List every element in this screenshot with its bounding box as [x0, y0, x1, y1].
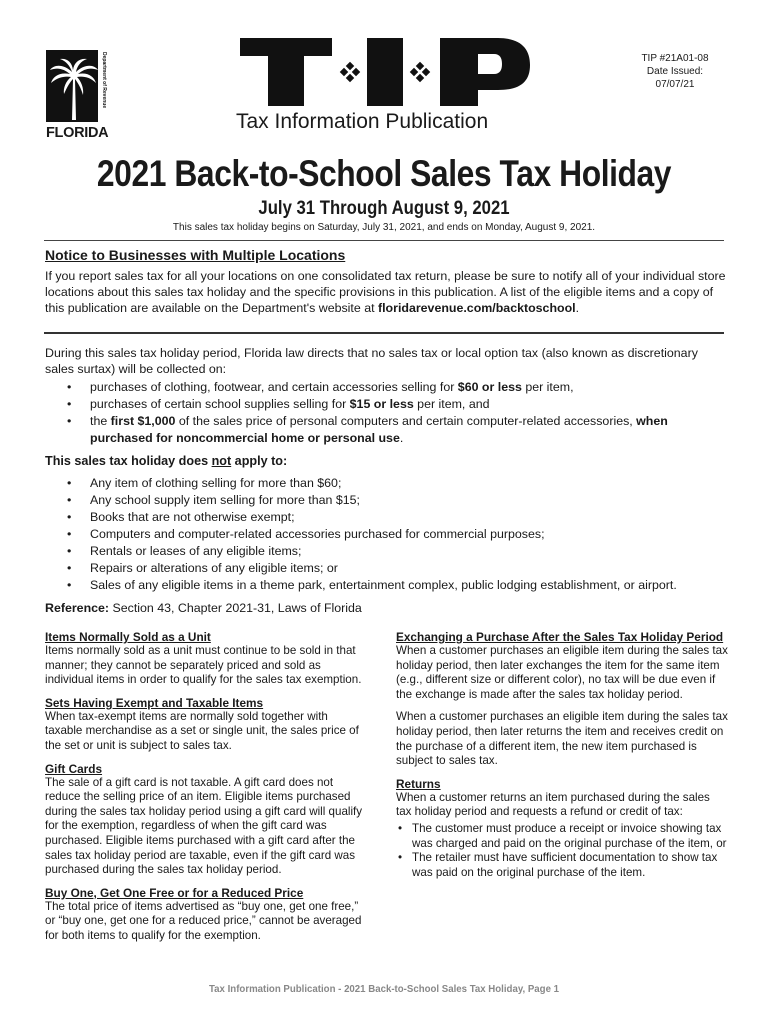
section-paragraph: The total price of items advertised as “buy one, get one free,” or “buy one, get one for a reduced price,” cannot be averaged for both items to qualify for the exemption.	[45, 899, 362, 942]
tip-meta-block	[615, 52, 735, 91]
list-item: • Any item of clothing selling for more than $60;	[45, 475, 729, 492]
notice-paragraph	[45, 268, 727, 316]
reference-text: Section 43, Chapter 2021-31, Laws of Florida	[109, 601, 362, 615]
list-item: • the first $1,000 of the sales price of personal computers and certain computer-related accessories, when purchased for noncommercial home or personal use.	[45, 413, 729, 447]
notice-website-link[interactable]: floridarevenue.com/backtoschool	[377, 301, 576, 315]
section-paragraph: When tax-exempt items are normally sold together with taxable merchandise as a set or single unit, the sales price of the set or unit is subject to sales tax.	[45, 709, 359, 752]
right-column	[396, 630, 728, 880]
section-heading: Returns	[396, 776, 441, 791]
holiday-begins-text: This sales tax holiday begins on Saturday, July 31, 2021, and ends on Monday, August 9, 2021.	[172, 222, 596, 233]
section-paragraph: When a customer purchases an eligible item during the sales tax holiday period, then later returns the item and receives credit on the purchase of a different item, the new item purchased is subject to sales tax.	[396, 710, 728, 768]
date-issued-value: 07/07/21	[655, 79, 695, 90]
list-item: • purchases of clothing, footwear, and certain accessories selling for $60 or less per item,	[45, 379, 729, 396]
section-heading: Exchanging a Purchase After the Sales Tax Holiday Period	[396, 630, 724, 644]
reference-line	[45, 601, 362, 615]
logo-state-text: FLORIDA	[46, 125, 109, 141]
returns-bullet: • The customer must produce a receipt or invoice showing tax was charged and paid on the original purchase of the item, or	[396, 822, 728, 851]
tip-number: TIP #21A01-08	[641, 53, 709, 64]
divider-notice	[44, 332, 724, 334]
left-column	[45, 630, 367, 952]
reference-label: Reference:	[45, 601, 110, 615]
section-heading: Sets Having Exempt and Taxable Items	[45, 695, 264, 710]
section-paragraph: When a customer returns an item purchased during the sales tax holiday period and requests a refund or credit of tax:	[396, 790, 710, 819]
list-item: • Any school supply item selling for more than $15;	[45, 492, 729, 509]
holiday-dates: July 31 Through August 9, 2021	[258, 198, 510, 219]
tip-subtitle: Tax Information Publication	[236, 110, 489, 133]
notice-end: .	[575, 301, 580, 315]
section-heading: Items Normally Sold as a Unit	[45, 630, 211, 644]
section-heading: Buy One, Get One Free or for a Reduced Price	[45, 885, 304, 900]
list-item: • Rentals or leases of any eligible items;	[45, 543, 729, 560]
notice-heading: Notice to Businesses with Multiple Locations	[45, 247, 346, 263]
list-item: • purchases of certain school supplies selling for $15 or less per item, and	[45, 396, 729, 413]
page-footer: Tax Information Publication - 2021 Back-to-School Sales Tax Holiday, Page 1	[208, 983, 560, 995]
notice-text: If you report sales tax for all your locations on one consolidated tax return, please be sure to notify all of your individual store locations about this sales tax holiday and the specific provisions in this publication. A list of the eligible items and a copy of this publication are available on the Department's website at	[45, 269, 726, 315]
page-title: 2021 Back-to-School Sales Tax Holiday	[96, 153, 672, 194]
florida-dor-logo	[46, 50, 110, 144]
logo-department-text: Department of Revenue	[101, 52, 107, 109]
not-apply-heading: This sales tax holiday does not apply to:	[45, 454, 288, 468]
list-item: • Books that are not otherwise exempt;	[45, 509, 729, 526]
list-item: • Repairs or alterations of any eligible items; or	[45, 560, 729, 577]
returns-bullet: • The retailer must have sufficient documentation to show tax was paid on the original purchase of the item.	[396, 851, 728, 880]
tip-wordmark-graphic	[240, 32, 530, 116]
list-item: • Computers and computer-related accessories purchased for commercial purposes;	[45, 526, 729, 543]
date-issued-label: Date Issued:	[646, 66, 704, 77]
section-paragraph: The sale of a gift card is not taxable. A gift card does not reduce the selling price of an item. Eligible items purchased during the sales tax holiday period using a gift card will qualify for the exemption, regardless of when the gift card was purchased. Eligible items purchased with a gift card after the sales tax holiday period are taxable, even if the gift card was purchased during the sales tax holiday period.	[45, 775, 363, 877]
intro-paragraph: During this sales tax holiday period, Florida law directs that no sales tax or local option tax (also known as discretionary sales surtax) will be collected on:	[45, 346, 698, 376]
section-heading: Gift Cards	[45, 761, 103, 776]
section-paragraph: Items normally sold as a unit must continue to be sold in that manner; they cannot be separately priced and sold as individual items in order to qualify for the sales tax exemption.	[45, 644, 362, 687]
not-apply-list	[45, 475, 729, 594]
divider-top	[44, 240, 724, 241]
exempt-list	[45, 379, 729, 447]
tip-wordmark	[240, 32, 530, 116]
list-item: • Sales of any eligible items in a theme park, entertainment complex, public lodging establishment, or airport.	[45, 577, 729, 594]
section-paragraph: When a customer purchases an eligible item during the sales tax holiday period, then later exchanges the item for the same item (e.g., different size or different color), no tax will be due even if the exchange is made after the sales tax holiday period.	[396, 644, 728, 701]
